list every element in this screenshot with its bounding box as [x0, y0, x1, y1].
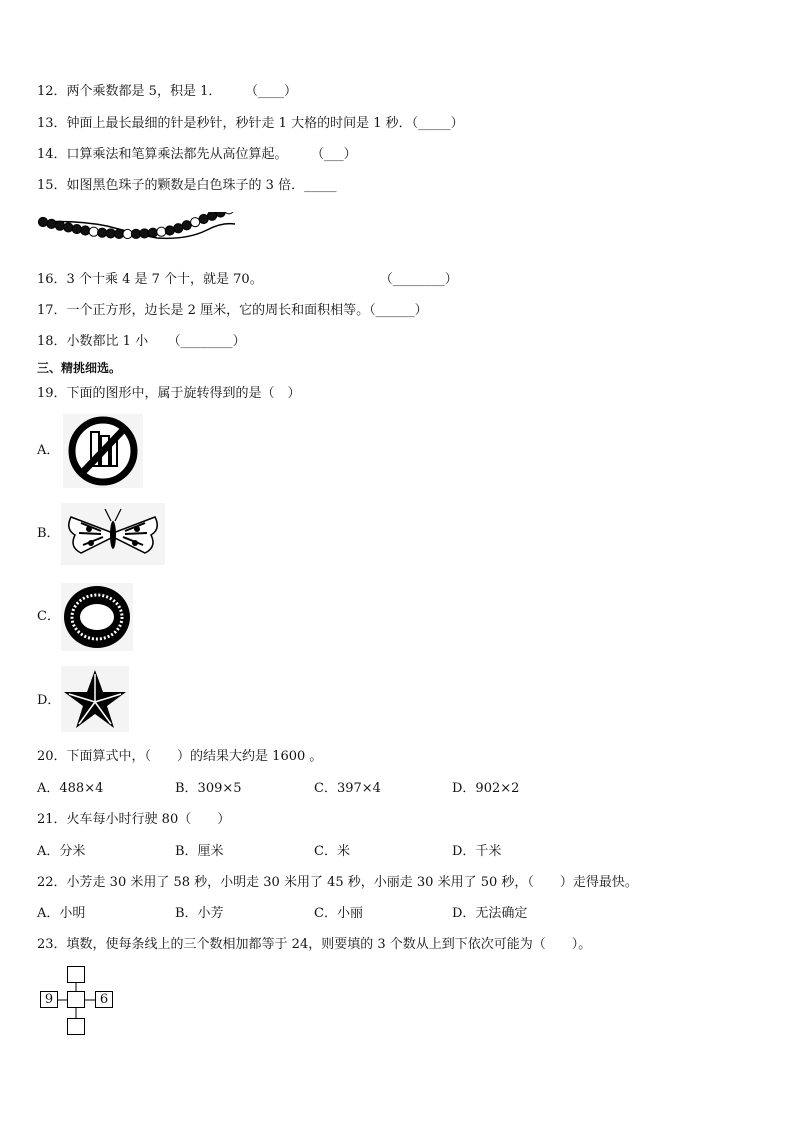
option-d-label: D． — [37, 693, 61, 708]
white-bead — [89, 227, 98, 236]
black-bead — [72, 224, 81, 233]
q21-choice-d: D．千米 — [452, 844, 502, 859]
question-22: 22．小芳走 30 米用了 58 秒，小明走 30 米用了 45 秒，小丽走 30 米用了 50 秒，（ ）走得最快。 — [37, 875, 638, 890]
cross-grid — [40, 966, 114, 1036]
q20-choice-c: C．397×4 — [314, 781, 381, 796]
ring-image — [61, 583, 133, 651]
black-bead — [98, 228, 107, 237]
black-bead — [38, 217, 47, 226]
question-20: 20．下面算式中，（ ）的结果大约是 1600 。 — [37, 749, 323, 764]
white-bead — [191, 218, 200, 227]
white-bead — [224, 212, 233, 214]
black-bead — [199, 214, 208, 223]
white-bead — [123, 229, 132, 238]
white-bead — [157, 227, 166, 236]
butterfly-image — [61, 503, 165, 565]
black-bead — [182, 221, 191, 230]
q20-choice-d: D．902×2 — [452, 781, 520, 796]
black-bead — [216, 212, 225, 217]
q22-choice-a: A．小明 — [37, 906, 86, 921]
question-18: 18．小数都比 1 小 （________） — [37, 334, 246, 349]
question-16: 16．3 个十乘 4 是 7 个十，就是 70。 （________） — [37, 272, 458, 287]
question-23: 23．填数，使每条线上的三个数相加都等于 24，则要填的 3 个数从上到下依次可能为（ ）。 — [37, 937, 592, 952]
no-symbol-image — [63, 414, 143, 488]
question-15: 15．如图黑色珠子的颗数是白色珠子的 3 倍．_____ — [37, 178, 337, 193]
q20-choice-a: A．488×4 — [37, 781, 104, 796]
q21-choice-c: C．米 — [314, 844, 350, 859]
black-bead — [174, 224, 183, 233]
grid-right-box: 6 — [95, 991, 113, 1008]
section-3-heading: 三、精挑细选。 — [37, 361, 122, 375]
q22-choice-b: B．小芳 — [175, 906, 224, 921]
grid-center-box[interactable] — [67, 991, 85, 1008]
option-b-label: B． — [37, 526, 60, 541]
question-17: 17．一个正方形，边长是 2 厘米，它的周长和面积相等。（______） — [37, 303, 428, 318]
black-bead — [207, 212, 216, 220]
question-21: 21．火车每小时行驶 80（ ） — [37, 812, 231, 827]
black-bead — [64, 223, 73, 232]
black-bead — [148, 228, 157, 237]
grid-left-box: 9 — [40, 991, 58, 1008]
question-14: 14．口算乘法和笔算乘法都先从高位算起。 （___） — [37, 147, 357, 162]
option-a-label: A． — [37, 443, 60, 458]
star-image — [61, 666, 129, 732]
black-bead — [106, 229, 115, 238]
black-bead — [114, 229, 123, 238]
black-bead — [140, 229, 149, 238]
black-bead — [131, 229, 140, 238]
black-bead — [47, 219, 56, 228]
question-13: 13．钟面上最长最细的针是秒针，秒针走 1 大格的时间是 1 秒．（_____） — [37, 116, 464, 131]
q22-choice-c: C．小丽 — [314, 906, 363, 921]
option-c-label: C． — [37, 609, 60, 624]
black-bead — [55, 221, 64, 230]
grid-top-box[interactable] — [67, 966, 85, 983]
black-bead — [81, 226, 90, 235]
q21-choice-b: B．厘米 — [175, 844, 224, 859]
q22-choice-d: D．无法确定 — [452, 906, 528, 921]
grid-bottom-box[interactable] — [67, 1018, 85, 1035]
q21-choice-a: A．分米 — [37, 844, 86, 859]
question-19: 19．下面的图形中，属于旋转得到的是（ ） — [37, 386, 301, 401]
bead-string-image — [37, 212, 237, 252]
q20-choice-b: B．309×5 — [175, 781, 242, 796]
question-12: 12．两个乘数都是 5，积是 1． （____） — [37, 84, 297, 99]
black-bead — [165, 226, 174, 235]
